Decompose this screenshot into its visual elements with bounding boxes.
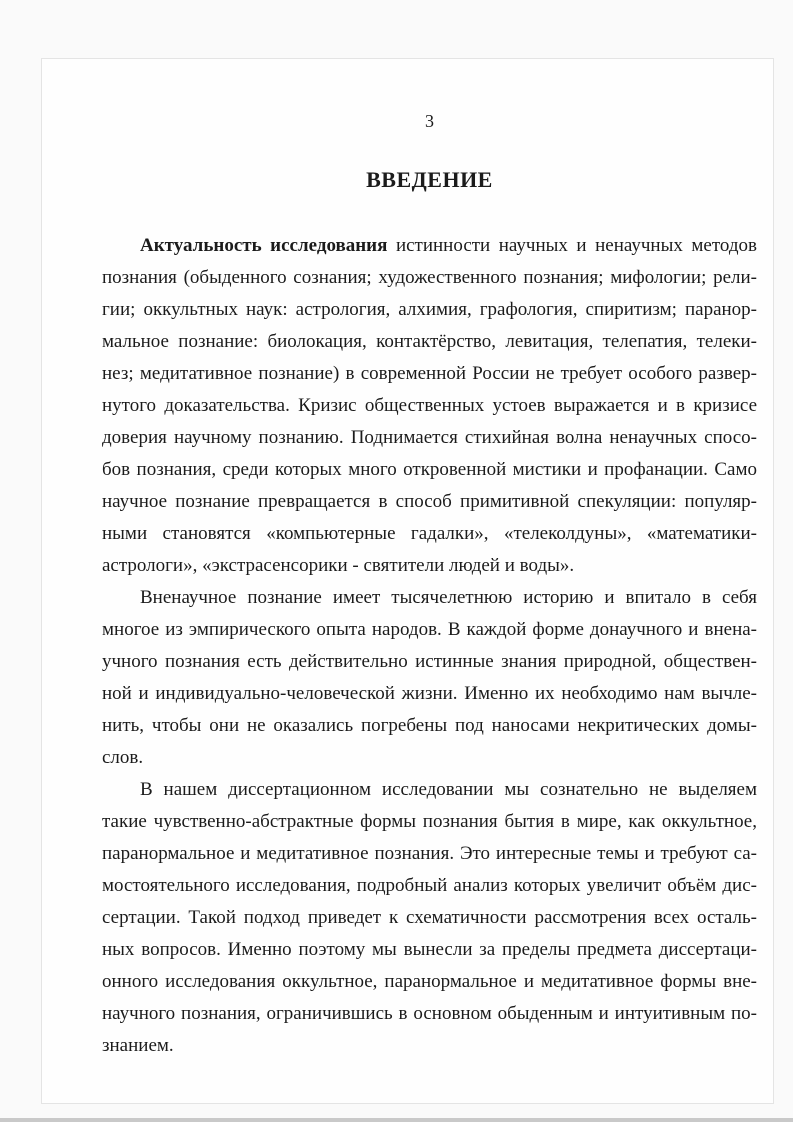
- text-line: ной и индивидуально-человеческой жизни. Именно их необходимо нам вычле-: [102, 683, 757, 704]
- page-sheet: [41, 58, 774, 1104]
- text-line: астрологи», «экстрасенсорики - святители людей и воды».: [102, 555, 575, 576]
- text-line: многое из эмпирического опыта народов. В каждой форме донаучного и внена-: [102, 619, 757, 640]
- page-title: ВВЕДЕНИЕ: [366, 167, 493, 192]
- text-line: научного познания, ограничившись в основном обыденным и интуитивным по-: [102, 1003, 757, 1024]
- text-line: бов познания, среди которых много откровенной мистики и профанации. Само: [102, 459, 757, 480]
- text-line: научное познание превращается в способ примитивной спекуляции: популяр-: [102, 491, 757, 512]
- body-text: [102, 230, 757, 1062]
- scan-edge-artifact: [0, 1118, 793, 1122]
- text-line: знанием.: [102, 1035, 174, 1056]
- text-line: слов.: [102, 747, 144, 768]
- text-line: онного исследования оккультное, паранормальное и медитативное формы вне-: [102, 971, 757, 992]
- text-line: гии; оккультных наук: астрология, алхимия, графология, спиритизм; паранор-: [102, 299, 757, 320]
- text-line: нить, чтобы они не оказались погребены под наносами некритических домы-: [102, 715, 757, 736]
- text-line: Вненаучное познание имеет тысячелетнюю историю и впитало в себя: [140, 587, 757, 608]
- text-line: такие чувственно-абстрактные формы познания бытия в мире, как оккультное,: [102, 811, 757, 832]
- text-line: В нашем диссертационном исследовании мы сознательно не выделяем: [140, 779, 757, 800]
- text-line: мостоятельного исследования, подробный анализ которых увеличит объём дис-: [102, 875, 757, 896]
- text-line: мальное познание: биолокация, контактёрство, левитация, телепатия, телеки-: [102, 331, 757, 352]
- text-line: доверия научному познанию. Поднимается стихийная волна ненаучных спосо-: [102, 427, 757, 448]
- bold-lead-phrase: Актуальность исследования: [140, 235, 388, 256]
- line-text: истинности научных и ненаучных методов: [387, 235, 757, 256]
- text-line: нез; медитативное познание) в современной России не требует особого развер-: [102, 363, 757, 384]
- text-line: паранормальное и медитативное познания. Это интересные темы и требуют са-: [102, 843, 757, 864]
- text-line: сертации. Такой подход приведет к схематичности рассмотрения всех осталь-: [102, 907, 757, 928]
- page-number: 3: [425, 111, 434, 131]
- text-line: нутого доказательства. Кризис общественных устоев выражается и в кризисе: [102, 395, 757, 416]
- text-line: ных вопросов. Именно поэтому мы вынесли за пределы предмета диссертаци-: [102, 939, 757, 960]
- text-line: [102, 230, 757, 262]
- text-line: ными становятся «компьютерные гадалки», «телеколдуны», «математики-: [102, 523, 757, 544]
- text-line: учного познания есть действительно истинные знания природной, обществен-: [102, 651, 757, 672]
- text-line: познания (обыденного сознания; художественного познания; мифологии; рели-: [102, 267, 757, 288]
